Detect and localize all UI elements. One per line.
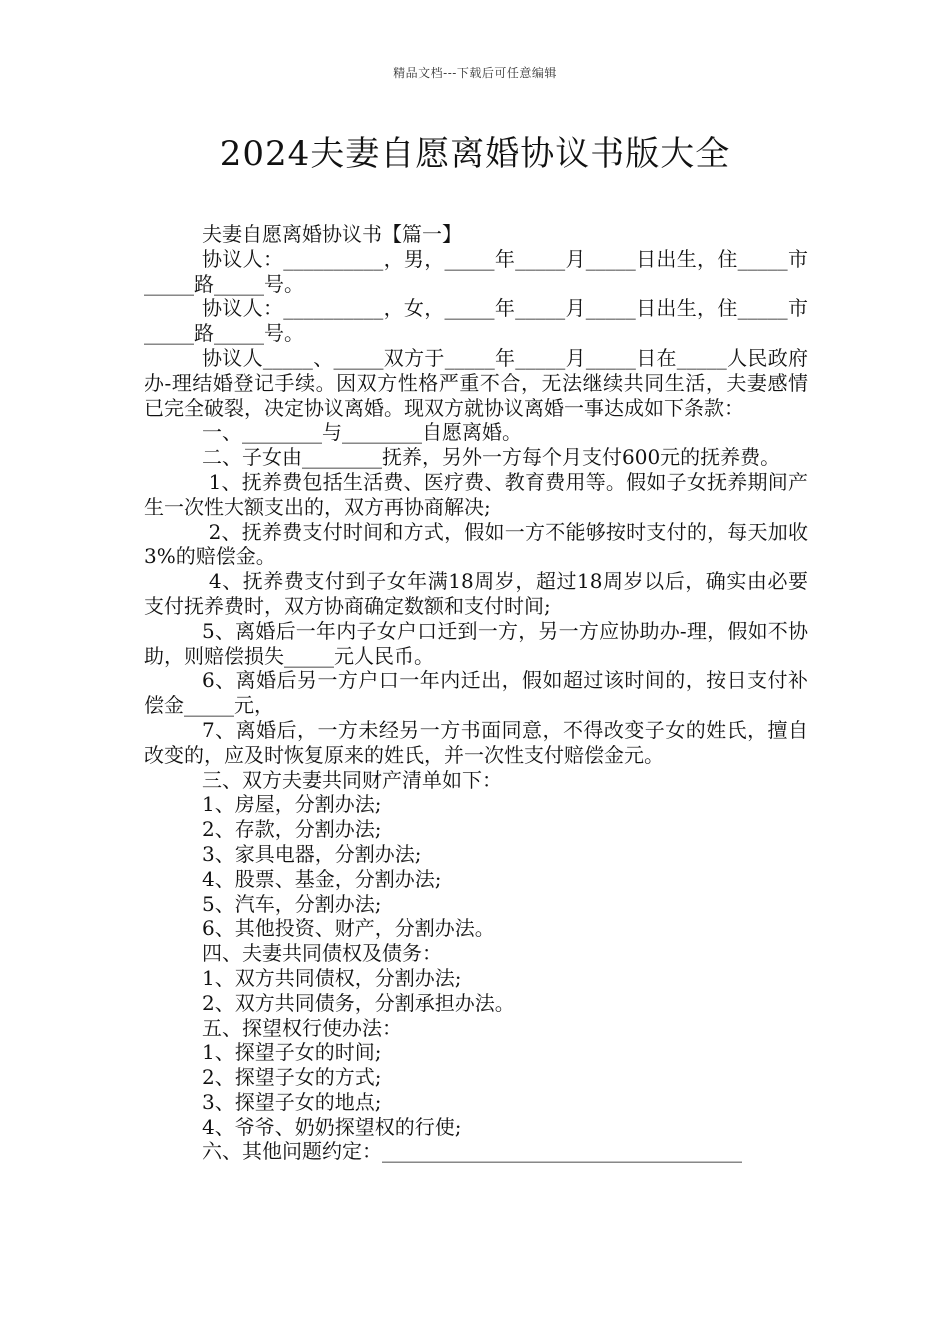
clause-2-item-4: 4、抚养费支付到子女年满18周岁，超过18周岁以后，确实由必要支付抚养费时，双方协商确定数额和支付时间; [144,569,809,618]
clause-2: 二、子女由________抚养，另外一方每个月支付600元的抚养费。 [202,445,781,470]
document-body [144,222,808,1164]
party-line-male: 协议人：__________，男，_____年_____月_____日出生，住_____市_____路_____号。 [144,246,808,296]
property-item-1: 1、房屋，分割办法; [202,792,382,817]
visitation-item-4: 4、爷爷、奶奶探望权的行使; [202,1114,462,1139]
property-item-3: 3、家具电器，分割办法; [202,841,422,866]
visitation-item-2: 2、探望子女的方式; [202,1065,382,1090]
clause-4-heading: 四、夫妻共同债权及债务： [202,941,442,966]
debt-item-2: 2、双方共同债务，分割承担办法。 [202,990,515,1015]
property-item-5: 5、汽车，分割办法; [202,891,382,916]
clause-2-item-6: 6、离婚后另一方户口一年内迁出，假如超过该时间的，按日支付补偿金_____元， [144,668,808,718]
clause-6-heading: 六、其他问题约定：____________________________________ [202,1139,742,1164]
clause-2-item-7: 7、离婚后，一方未经另一方书面同意，不得改变子女的姓氏，擅自改变的，应及时恢复原来的姓氏，并一次性支付赔偿金元。 [144,717,808,767]
clause-5-heading: 五、探望权行使办法： [202,1015,402,1040]
preamble-paragraph: 协议人_____、_____双方于_____年_____月_____日在_____人民政府办-理结婚登记手续。因双方性格严重不合，无法继续共同生活，夫妻感情已完全破裂，决定协议离婚。现双方就协议离婚一事达成如下条款： [144,345,808,420]
party-line-female: 协议人：__________，女，_____年_____月_____日出生，住_____市_____路_____号。 [144,296,808,346]
page-header-note: 精品文档---下载后可任意编辑 [393,66,557,80]
document-title: 2024夫妻自愿离婚协议书版大全 [219,134,731,174]
visitation-item-1: 1、探望子女的时间; [202,1040,382,1065]
clause-1: 一、________与________自愿离婚。 [202,420,522,445]
debt-item-1: 1、双方共同债权，分割办法; [202,965,462,990]
visitation-item-3: 3、探望子女的地点; [202,1089,382,1114]
clause-2-item-5: 5、离婚后一年内子女户口迁到一方，另一方应协助办-理，假如不协助，则赔偿损失_____元人民币。 [144,618,808,668]
property-item-6: 6、其他投资、财产，分割办法。 [202,916,495,941]
clause-3-heading: 三、双方夫妻共同财产清单如下： [202,767,502,792]
property-item-4: 4、股票、基金，分割办法; [202,866,442,891]
clause-2-item-2: 2、抚养费支付时间和方式，假如一方不能够按时支付的，每天加收3%的赔偿金。 [144,519,808,569]
section-heading: 夫妻自愿离婚协议书【篇一】 [202,222,462,246]
property-item-2: 2、存款，分割办法; [202,817,382,842]
clause-2-item-1: 1、抚养费包括生活费、医疗费、教育费用等。假如子女抚养期间产生一次性大额支出的，双方再协商解决; [144,469,808,519]
